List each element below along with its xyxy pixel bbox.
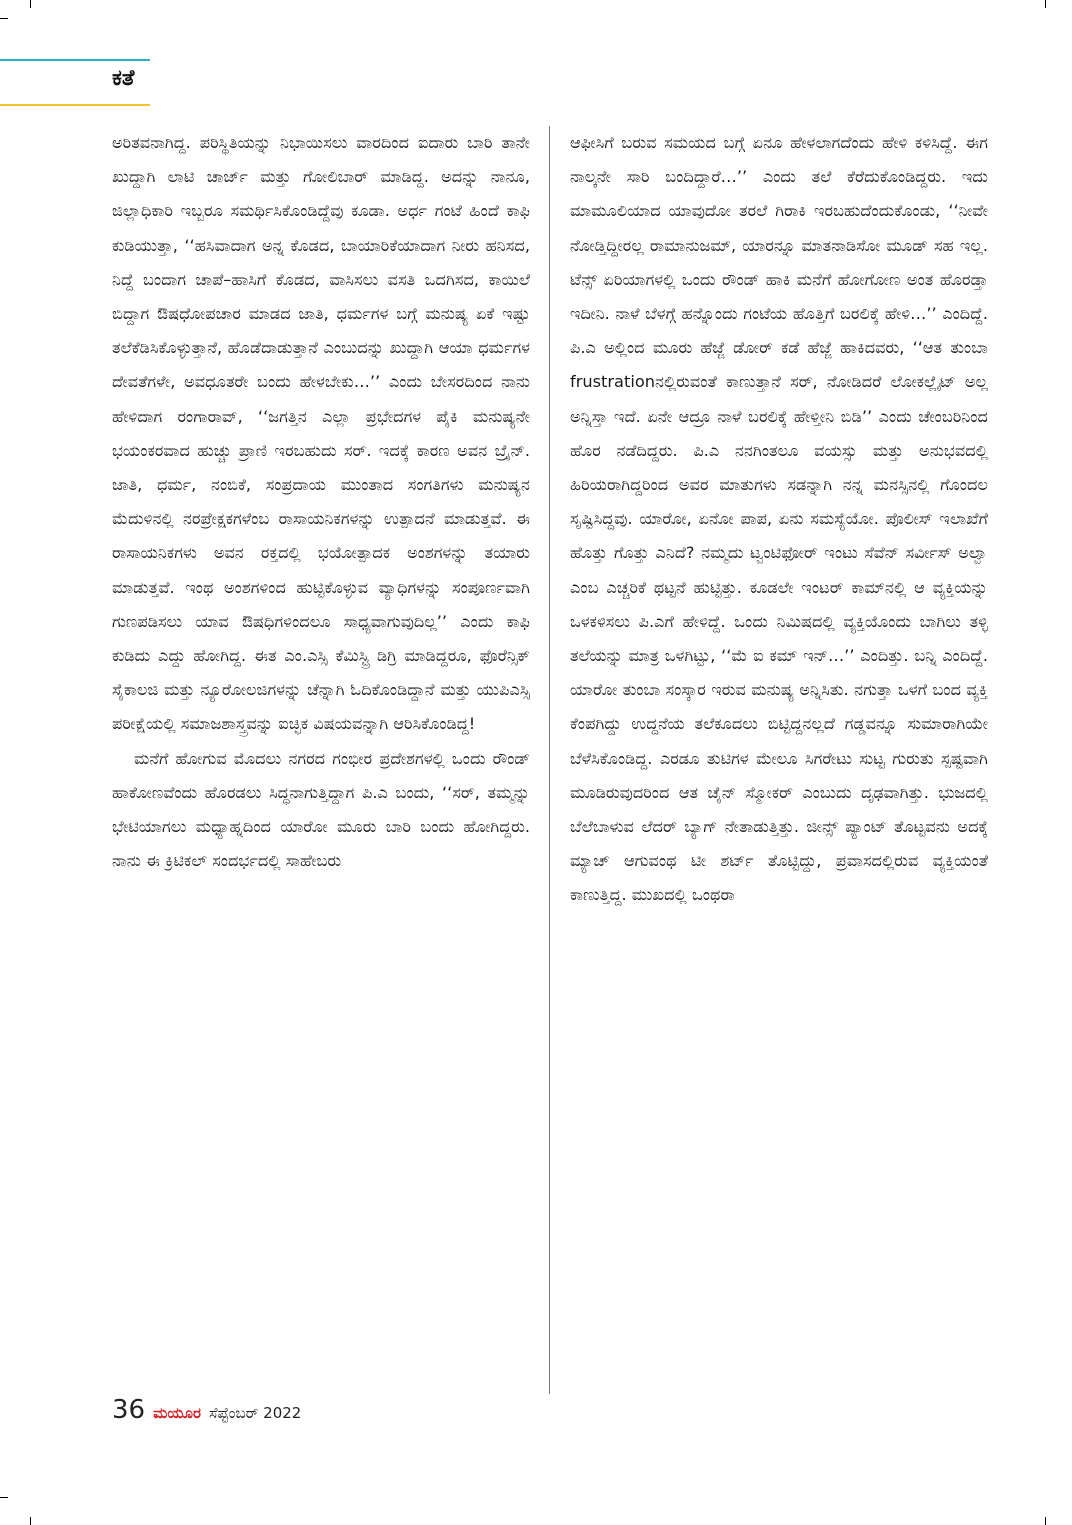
column-divider bbox=[549, 126, 550, 1394]
section-rule-top bbox=[0, 59, 150, 61]
article-paragraph: ಅರಿತವನಾಗಿದ್ದ. ಪರಿಸ್ಥಿತಿಯನ್ನು ನಿಭಾಯಿಸಲು ವಾರದಿಂದ ಐದಾರು ಬಾರಿ ತಾನೇ ಖುದ್ದಾಗಿ ಲಾಟಿ ಚಾರ್ಜ್ ಮತ್ತು ಗೋಲಿಬಾರ್ ಮಾಡಿದ್ದ. ಅದನ್ನು ನಾನೂ, ಜಿಲ್ಲಾಧಿಕಾರಿ ಇಬ್ಬರೂ ಸಮರ್ಥಿಸಿಕೊಂಡಿದ್ದೆವು ಕೂಡಾ. ಅರ್ಧ ಗಂಟೆ ಹಿಂದೆ ಕಾಫಿ ಕುಡಿಯುತ್ತಾ, ‘‘ಹಸಿವಾದಾಗ ಅನ್ನ ಕೊಡದ, ಬಾಯಾರಿಕೆಯಾದಾಗ ನೀರು ಹನಿಸದ, ನಿದ್ದೆ ಬಂದಾಗ ಚಾಪೆ–ಹಾಸಿಗೆ ಕೊಡದ, ವಾಸಿಸಲು ವಸತಿ ಒದಗಿಸದ, ಕಾಯಿಲೆ ಬಿದ್ದಾಗ ಔಷಧೋಪಚಾರ ಮಾಡದ ಜಾತಿ, ಧರ್ಮಗಳ ಬಗ್ಗೆ ಮನುಷ್ಯ ಏಕೆ ಇಷ್ಟು ತಲೆಕೆಡಿಸಿಕೊಳ್ಳುತ್ತಾನೆ, ಹೊಡೆದಾಡುತ್ತಾನೆ ಎಂಬುದನ್ನು ಖುದ್ದಾಗಿ ಆಯಾ ಧರ್ಮಗಳ ದೇವತೆಗಳೇ, ಅವಧೂತರೇ ಬಂದು ಹೇಳಬೇಕು…’’ ಎಂದು ಬೇಸರದಿಂದ ನಾನು ಹೇಳಿದಾಗ ರಂಗಾರಾವ್, ‘‘ಜಗತ್ತಿನ ಎಲ್ಲಾ ಪ್ರಭೇದಗಳ ಪೈಕಿ ಮನುಷ್ಯನೇ ಭಯಂಕರವಾದ ಹುಚ್ಚು ಪ್ರಾಣಿ ಇರಬಹುದು ಸರ್. ಇದಕ್ಕೆ ಕಾರಣ ಅವನ ಬ್ರೈನ್. ಜಾತಿ, ಧರ್ಮ, ನಂಬಿಕೆ, ಸಂಪ್ರದಾಯ ಮುಂತಾದ ಸಂಗತಿಗಳು ಮನುಷ್ಯನ ಮೆದುಳಿನಲ್ಲಿ ನರಪ್ರೇಕ್ಷಕಗಳೆಂಬ ರಾಸಾಯನಿಕಗಳನ್ನು ಉತ್ಪಾದನೆ ಮಾಡುತ್ತವೆ. ಈ ರಾಸಾಯನಿಕಗಳು ಅವನ ರಕ್ತದಲ್ಲಿ ಭಯೋತ್ಪಾದಕ ಅಂಶಗಳನ್ನು ತಯಾರು ಮಾಡುತ್ತವೆ. ಇಂಥ ಅಂಶಗಳಿಂದ ಹುಟ್ಟಿಕೊಳ್ಳುವ ವ್ಯಾಧಿಗಳನ್ನು ಸಂಪೂರ್ಣವಾಗಿ ಗುಣಪಡಿಸಲು ಯಾವ ಔಷಧಿಗಳಿಂದಲೂ ಸಾಧ್ಯವಾಗುವುದಿಲ್ಲ’’ ಎಂದು ಕಾಫಿ ಕುಡಿದು ಎದ್ದು ಹೋಗಿದ್ದ. ಈತ ಎಂ.ಎಸ್ಸಿ ಕೆಮಿಸ್ಟ್ರಿ ಡಿಗ್ರಿ ಮಾಡಿದ್ದರೂ, ಫೊರೆನ್ಸಿಕ್ ಸೈಕಾಲಜಿ ಮತ್ತು ನ್ಯೂರೋಲಜಿಗಳನ್ನು ಚೆನ್ನಾಗಿ ಓದಿಕೊಂಡಿದ್ದಾನೆ ಮತ್ತು ಯುಪಿಎಸ್ಸಿ ಪರೀಕ್ಷೆಯಲ್ಲಿ ಸಮಾಜಶಾಸ್ತ್ರವನ್ನು ಐಚ್ಛಿಕ ವಿಷಯವನ್ನಾಗಿ ಆರಿಸಿಕೊಂಡಿದ್ದ! bbox=[112, 133, 530, 734]
section-rule-bottom bbox=[0, 104, 150, 106]
article-column-right bbox=[570, 126, 988, 913]
page-number: 36 bbox=[112, 1395, 146, 1425]
crop-mark-left-upper bbox=[0, 18, 8, 19]
crop-mark-bottom-right bbox=[1045, 1517, 1046, 1525]
page-footer bbox=[112, 1395, 301, 1425]
crop-mark-top-left bbox=[30, 0, 31, 8]
section-title: ಕತೆ bbox=[112, 66, 135, 91]
crop-mark-left-lower bbox=[0, 1497, 8, 1498]
crop-mark-bottom-left bbox=[30, 1517, 31, 1525]
article-column-left bbox=[112, 126, 530, 878]
magazine-logo: ಮಯೂರ bbox=[153, 1404, 201, 1422]
article-paragraph: ಮನೆಗೆ ಹೋಗುವ ಮೊದಲು ನಗರದ ಗಂಭೀರ ಪ್ರದೇಶಗಳಲ್ಲಿ ಒಂದು ರೌಂಡ್ ಹಾಕೋಣವೆಂದು ಹೊರಡಲು ಸಿದ್ಧನಾಗುತ್ತಿದ್ದಾಗ ಪಿ.ಎ ಬಂದು, ‘‘ಸರ್, ತಮ್ಮನ್ನು ಭೇಟಿಯಾಗಲು ಮಧ್ಯಾಹ್ನದಿಂದ ಯಾರೋ ಮೂರು ಬಾರಿ ಬಂದು ಹೋಗಿದ್ದರು. ನಾನು ಈ ಕ್ರಿಟಿಕಲ್ ಸಂದರ್ಭದಲ್ಲಿ ಸಾಹೇಬರು bbox=[112, 748, 530, 871]
article-paragraph: ಆಫೀಸಿಗೆ ಬರುವ ಸಮಯದ ಬಗ್ಗೆ ಏನೂ ಹೇಳಲಾಗದೆಂದು ಹೇಳಿ ಕಳಿಸಿದ್ದೆ. ಈಗ ನಾಲ್ಕನೇ ಸಾರಿ ಬಂದಿದ್ದಾರೆ…’’ ಎಂದು ತಲೆ ಕೆರೆದುಕೊಂಡಿದ್ದರು. ಇದು ಮಾಮೂಲಿಯಾದ ಯಾವುದೋ ತರಲೆ ಗಿರಾಕಿ ಇರಬಹುದೆಂದುಕೊಂಡು, ‘‘ನೀವೇ ನೋಡ್ತಿದ್ದೀರಲ್ಲ ರಾಮಾನುಜಮ್, ಯಾರನ್ನೂ ಮಾತನಾಡಿಸೋ ಮೂಡ್ ಸಹ ಇಲ್ಲ. ಟೆನ್ಸ್ ಏರಿಯಾಗಳಲ್ಲಿ ಒಂದು ರೌಂಡ್ ಹಾಕಿ ಮನೆಗೆ ಹೋಗೋಣ ಅಂತ ಹೊರಡ್ತಾ ಇದೀನಿ. ನಾಳೆ ಬೆಳಗ್ಗೆ ಹನ್ನೊಂದು ಗಂಟೆಯ ಹೊತ್ತಿಗೆ ಬರಲಿಕ್ಕೆ ಹೇಳಿ…’’ ಎಂದಿದ್ದೆ. ಪಿ.ಎ ಅಲ್ಲಿಂದ ಮೂರು ಹೆಜ್ಜೆ ಡೋರ್ ಕಡೆ ಹೆಜ್ಜೆ ಹಾಕಿದವರು, ‘‘ಆತ ತುಂಬಾ frustrationನಲ್ಲಿರುವಂತೆ ಕಾಣುತ್ತಾನೆ ಸರ್, ನೋಡಿದರೆ ಲೋಕಲ್ಲೈಟ್ ಅಲ್ಲ ಅನ್ನಿಸ್ತಾ ಇದೆ. ಏನೇ ಆದ್ರೂ ನಾಳೆ ಬರಲಿಕ್ಕೆ ಹೇಳ್ತೀನಿ ಬಿಡಿ’’ ಎಂದು ಚೇಂಬರಿನಿಂದ ಹೊರ ನಡೆದಿದ್ದರು. ಪಿ.ಎ ನನಗಿಂತಲೂ ವಯಸ್ಸು ಮತ್ತು ಅನುಭವದಲ್ಲಿ ಹಿರಿಯರಾಗಿದ್ದರಿಂದ ಅವರ ಮಾತುಗಳು ಸಡನ್ನಾಗಿ ನನ್ನ ಮನಸ್ಸಿನಲ್ಲಿ ಗೊಂದಲ ಸೃಷ್ಟಿಸಿದ್ದವು. ಯಾರೋ, ಏನೋ ಪಾಪ, ಏನು ಸಮಸ್ಯೆಯೋ. ಪೊಲೀಸ್ ಇಲಾಖೆಗೆ ಹೊತ್ತು ಗೊತ್ತು ಎನಿದೆ? ನಮ್ಮದು ಟ್ವಂಟಿಫೋರ್ ಇಂಟು ಸೆವೆನ್ ಸರ್ವೀಸ್ ಅಲ್ವಾ ಎಂಬ ಎಚ್ಚರಿಕೆ ಥಟ್ಟನೆ ಹುಟ್ಟಿತ್ತು. ಕೂಡಲೇ ಇಂಟರ್ ಕಾಮ್‌ನಲ್ಲಿ ಆ ವ್ಯಕ್ತಿಯನ್ನು ಒಳಕಳಿಸಲು ಪಿ.ಎಗೆ ಹೇಳಿದ್ದೆ. ಒಂದು ನಿಮಿಷದಲ್ಲಿ ವ್ಯಕ್ತಿಯೊಂದು ಬಾಗಿಲು ತಳ್ಳಿ ತಲೆಯನ್ನು ಮಾತ್ರ ಒಳಗಿಟ್ಟು, ‘‘ಮೆ ಐ ಕಮ್ ಇನ್…’’ ಎಂದಿತ್ತು. ಬನ್ನಿ ಎಂದಿದ್ದೆ. ಯಾರೋ ತುಂಬಾ ಸಂಸ್ಕಾರ ಇರುವ ಮನುಷ್ಯ ಅನ್ನಿಸಿತು. ನಗುತ್ತಾ ಒಳಗೆ ಬಂದ ವ್ಯಕ್ತಿ ಕೆಂಪಗಿದ್ದು ಉದ್ದನೆಯ ತಲೆಕೂದಲು ಬಿಟ್ಟಿದ್ದನಲ್ಲದೆ ಗಡ್ಡವನ್ನೂ ಸುಮಾರಾಗಿಯೇ ಬೆಳೆಸಿಕೊಂಡಿದ್ದ. ಎರಡೂ ತುಟಿಗಳ ಮೇಲೂ ಸಿಗರೇಟು ಸುಟ್ಟ ಗುರುತು ಸ್ಪಷ್ಟವಾಗಿ ಮೂಡಿರುವುದರಿಂದ ಆತ ಚೈನ್ ಸ್ಮೋಕರ್ ಎಂಬುದು ದೃಢವಾಗಿತ್ತು. ಭುಜದಲ್ಲಿ ಬೆಲೆಬಾಳುವ ಲೆದರ್ ಬ್ಯಾಗ್ ನೇತಾಡುತ್ತಿತ್ತು. ಜೀನ್ಸ್ ಪ್ಯಾಂಟ್ ತೊಟ್ಟವನು ಅದಕ್ಕೆ ಮ್ಯಾಚ್ ಆಗುವಂಥ ಟೀ ಶರ್ಟ್ ತೊಟ್ಟಿದ್ದು, ಪ್ರವಾಸದಲ್ಲಿರುವ ವ್ಯಕ್ತಿಯಂತೆ ಕಾಣುತ್ತಿದ್ದ. ಮುಖದಲ್ಲಿ ಒಂಥರಾ bbox=[570, 133, 988, 905]
issue-date: ಸೆಪ್ಟೆಂಬರ್ 2022 bbox=[208, 1404, 302, 1422]
crop-mark-top-right bbox=[1045, 0, 1046, 8]
